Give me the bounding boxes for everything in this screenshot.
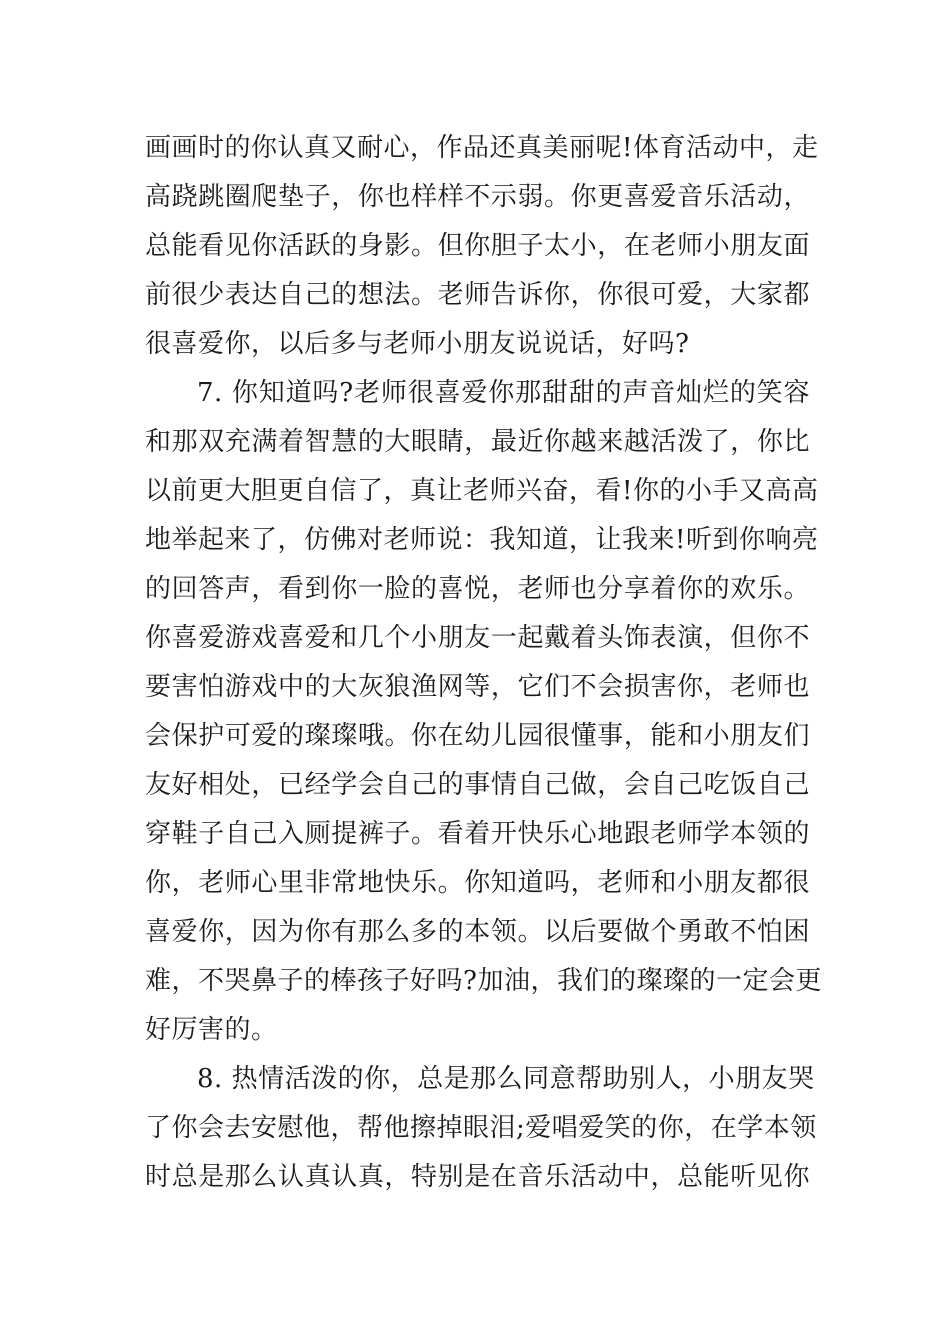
text-line: 和那双充满着智慧的大眼睛，最近你越来越活泼了，你比 [145, 427, 810, 457]
text-line: 好厉害的。 [145, 1015, 278, 1045]
body-text [145, 124, 822, 1202]
text-line: 了你会去安慰他，帮他擦掉眼泪;爱唱爱笑的你，在学本领 [145, 1113, 817, 1143]
text-line: 喜爱你，因为你有那么多的本领。以后要做个勇敢不怕困 [145, 917, 810, 947]
text-line: 前很少表达自己的想法。老师告诉你，你很可爱，大家都 [145, 280, 810, 310]
text-line: 要害怕游戏中的大灰狼渔网等，它们不会损害你，老师也 [145, 672, 810, 702]
text-line: 很喜爱你，以后多与老师小朋友说说话，好吗? [145, 329, 690, 359]
text-line: 的回答声，看到你一脸的喜悦，老师也分享着你的欢乐。 [145, 574, 810, 604]
text-line: 地举起来了，仿佛对老师说：我知道，让我来!听到你响亮 [145, 525, 819, 555]
text-line: 总能看见你活跃的身影。但你胆子太小，在老师小朋友面 [145, 231, 810, 261]
text-line: 会保护可爱的璨璨哦。你在幼儿园很懂事，能和小朋友们 [145, 721, 810, 751]
text-line: 8. 热情活泼的你，总是那么同意帮助别人，小朋友哭 [197, 1064, 815, 1094]
text-line: 你喜爱游戏喜爱和几个小朋友一起戴着头饰表演，但你不 [145, 623, 810, 653]
text-line: 画画时的你认真又耐心，作品还真美丽呢!体育活动中，走 [145, 133, 819, 163]
text-line: 时总是那么认真认真，特别是在音乐活动中，总能听见你 [145, 1162, 810, 1192]
text-line: 你，老师心里非常地快乐。你知道吗，老师和小朋友都很 [145, 868, 810, 898]
text-line: 高跷跳圈爬垫子，你也样样不示弱。你更喜爱音乐活动， [145, 182, 810, 212]
text-line: 穿鞋子自己入厕提裤子。看着开快乐心地跟老师学本领的 [145, 819, 810, 849]
text-line: 难，不哭鼻子的棒孩子好吗?加油，我们的璨璨的一定会更 [145, 966, 822, 996]
text-line: 7. 你知道吗?老师很喜爱你那甜甜的声音灿烂的笑容 [197, 378, 810, 408]
text-line: 友好相处，已经学会自己的事情自己做，会自己吃饭自己 [145, 770, 810, 800]
text-line: 以前更大胆更自信了，真让老师兴奋，看!你的小手又高高 [145, 476, 819, 506]
